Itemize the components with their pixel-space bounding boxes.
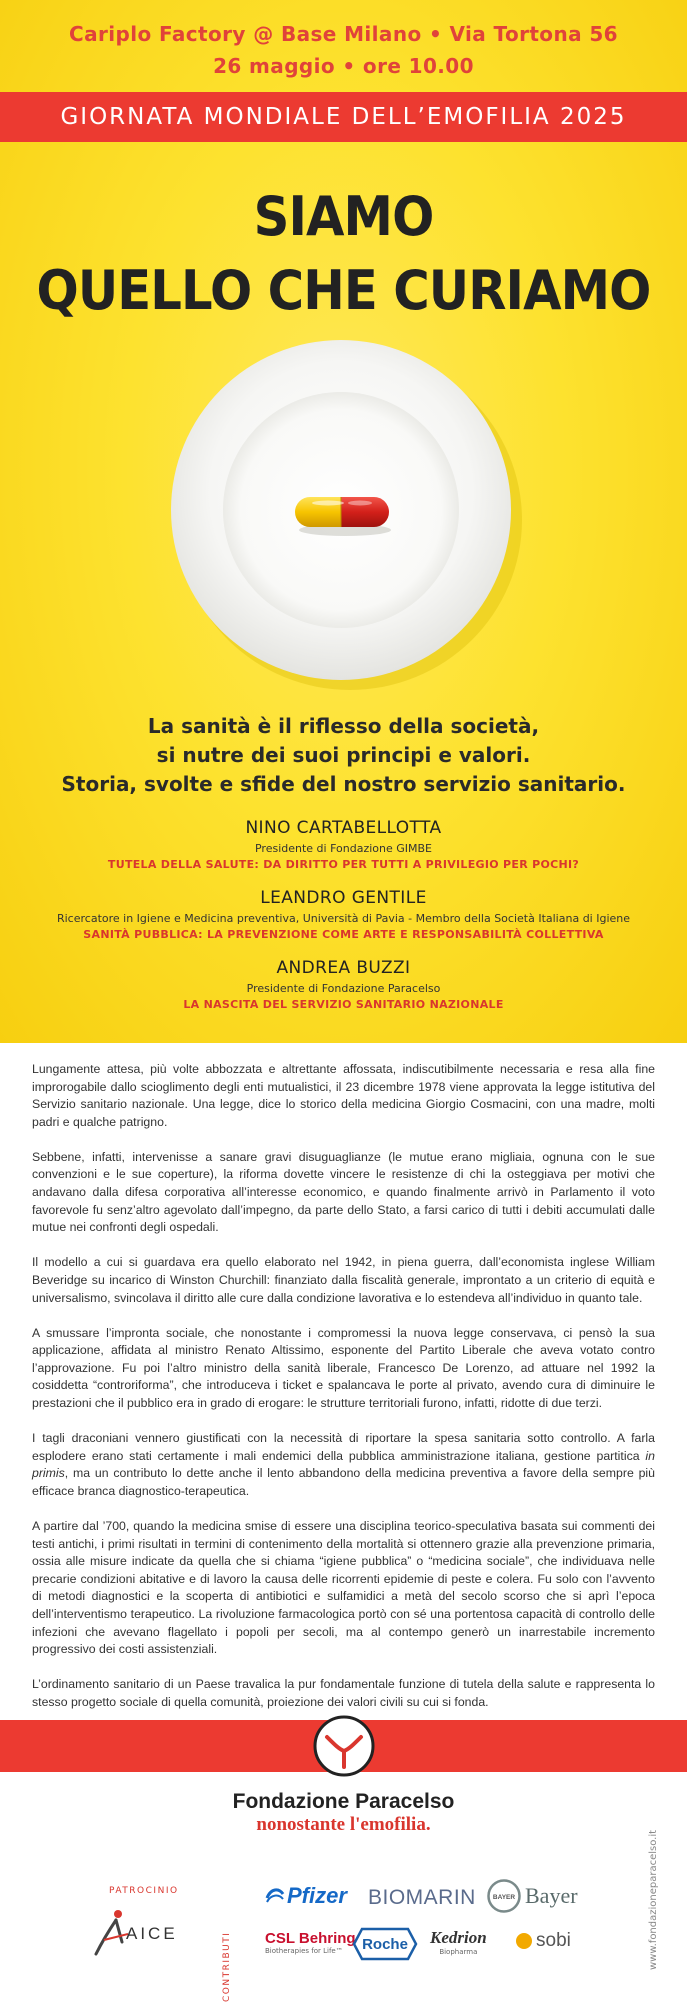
speaker-role: Presidente di Fondazione GIMBE bbox=[254, 842, 433, 855]
article-text: , ma un contributo lo dette anche il lento abbandono della medicina preventiva a favore della sempre più efficace branca diagnostico-terapeutica. bbox=[32, 1466, 655, 1498]
headline-line-2: QUELLO CHE CURIAMO bbox=[36, 259, 651, 322]
plate-with-capsule-image bbox=[0, 330, 687, 690]
headline-line-1: SIAMO bbox=[253, 185, 434, 248]
speaker-block bbox=[0, 817, 687, 873]
kedrion-text: Kedrion bbox=[430, 1928, 487, 1947]
speaker-block bbox=[0, 957, 687, 1013]
article-paragraph: Il modello a cui si guardava era quello elaborato nel 1942, in piena guerra, dall’economista inglese William Beveridge su incarico di Winston Churchill: finanziato dalla fiscalità generale, improntato a un criterio di equità e universalismo, svincolava il diritto alle cure dalla condizione lavorativa e lo estendeva all’individuo in quanto tale. bbox=[32, 1255, 655, 1305]
speaker-name: NINO CARTABELLOTTA bbox=[245, 818, 442, 838]
sobi-logo bbox=[515, 1930, 571, 1952]
sobi-dot-icon bbox=[515, 1932, 533, 1950]
aice-logo-text: AICE bbox=[126, 1924, 178, 1943]
article-paragraph bbox=[32, 1430, 655, 1500]
speaker-block bbox=[0, 887, 687, 943]
speaker-talk-title: TUTELA DELLA SALUTE: DA DIRITTO PER TUTTI A PRIVILEGIO PER POCHI? bbox=[107, 858, 580, 871]
event-banner-text: GIORNATA MONDIALE DELL’EMOFILIA 2025 bbox=[60, 104, 627, 130]
patrocinio-label: PATROCINIO bbox=[109, 1886, 179, 1896]
org-motto: nonostante l'emofilia. bbox=[256, 1814, 431, 1835]
event-banner bbox=[0, 92, 687, 142]
paracelso-logo-icon bbox=[313, 1715, 375, 1777]
speaker-talk-title: LA NASCITA DEL SERVIZIO SANITARIO NAZIONALE bbox=[183, 998, 504, 1011]
article-paragraph: A smussare l’impronta sociale, che nonostante i compromessi la nuova legge conservava, ci pensò la sua applicazione, affidata al ministro Renato Altissimo, esponente del Partito Liberale che aveva votato contro l’approvazione. Fu poi l’altro ministro della sanità liberale, Francesco De Lorenzo, ad attuare nel 1992 la cosiddetta “controriforma”, che introduceva i ticket e spalancava le porte al privato, avendo cura di diminuire le prestazioni che il pubblico era in grado di erogare: le strutture territoriali furono, infatti, ridotte di due terzi. bbox=[32, 1325, 655, 1410]
pfizer-logo bbox=[265, 1883, 347, 1909]
tagline-line-3: Storia, svolte e sfide del nostro servizio sanitario. bbox=[61, 772, 626, 796]
article-text: I tagli draconiani vennero giustificati con la necessità di riportare la spesa sanitaria sotto controllo. A farla esplodere erano stati certamente i mali endemici della pubblica amministrazione italiana, gestione partitica bbox=[32, 1431, 655, 1463]
speaker-role: Ricercatore in Igiene e Medicina preventiva, Università di Pavia - Membro della Società Italiana di Igiene bbox=[56, 912, 631, 925]
event-venue-block bbox=[0, 18, 687, 82]
csl-behring-logo bbox=[265, 1930, 356, 1955]
article-emphasis: in primis bbox=[32, 1448, 655, 1481]
org-block bbox=[0, 1790, 687, 1836]
tagline-line-2: si nutre dei suoi principi e valori. bbox=[156, 743, 531, 767]
pfizer-text: Pfizer bbox=[287, 1883, 347, 1908]
article-paragraph: A partire dal ’700, quando la medicina smise di essere una disciplina teorico-speculativa basata sui commenti dei testi antichi, i primi risultati in termini di contenimento della mortalità si ottennero grazie alla prevenzione primaria, ossia alle misure indicate da quella che si chiama “igiene pubblica” o “medicina sociale”, che individuava nelle precarie condizioni abitative e di lavoro la causa delle ricorrenti epidemie di peste e colera. Fu solo con l’avvento di metodi diagnostici e la scoperta di antibiotici e sulfamidici a metà del secolo scorso che si aprì l’epoca dell’interventismo terapeutico. La rivoluzione farmacologica portò con sé una portentosa capacità di controllo delle infezioni che avevano flagellato i popoli per secoli, ma al contempo generò un inarrestabile incremento progressivo dei costi assistenziali. bbox=[32, 1518, 655, 1657]
biomarin-text: BIOMARIN bbox=[368, 1886, 476, 1909]
aice-logo bbox=[88, 1902, 188, 1962]
bayer-cross-text: BAYER bbox=[492, 1894, 516, 1901]
pfizer-mark-icon bbox=[265, 1886, 285, 1906]
kedrion-logo bbox=[430, 1928, 487, 1956]
event-venue: Cariplo Factory @ Base Milano • Via Tortona 56 bbox=[69, 22, 618, 46]
bayer-text: Bayer bbox=[525, 1883, 578, 1908]
speaker-role: Presidente di Fondazione Paracelso bbox=[246, 982, 441, 995]
org-name: Fondazione Paracelso bbox=[232, 1790, 455, 1813]
event-datetime: 26 maggio • ore 10.00 bbox=[213, 54, 474, 78]
csl-text: CSL Behring bbox=[265, 1930, 356, 1947]
csl-tagline: Biotherapies for Life™ bbox=[265, 1947, 343, 1955]
page-title bbox=[27, 180, 659, 328]
sobi-text: sobi bbox=[536, 1930, 571, 1951]
contributi-label: CONTRIBUTI bbox=[222, 1931, 232, 2002]
website-url[interactable]: www.fondazioneparacelso.it bbox=[648, 1829, 659, 1971]
biomarin-logo bbox=[368, 1886, 476, 1910]
roche-text: Roche bbox=[362, 1936, 408, 1953]
article-paragraph: Lungamente attesa, più volte abbozzata e altrettante affossata, indiscutibilmente necessaria e resa alla fine improrogabile dallo scioglimento degli enti mutualistici, il 23 dicembre 1978 viene approvata la legge istitutiva del Servizio sanitario nazionale. Una legge, dice lo storico della medicina Giorgio Cosmacini, con una madre, molti padri e qualche patrigno. bbox=[32, 1062, 655, 1129]
tagline-line-1: La sanità è il riflesso della società, bbox=[147, 714, 540, 738]
article-paragraph: Sebbene, infatti, intervenisse a sanare gravi disuguaglianze (le mutue erano migliaia, ognuna con le sue convenzioni e le sue coperture), la riforma dovette vincere le resistenze di chi la osteggiava per motivi che andavano dalla difesa corporativa all’interesse economico, e quando finalmente arrivò in Parlamento il voto favorevole fu senz’altro agevolato dall’impegno, da parte dello Stato, a farsi carico di tutti i debiti accumulati dalle mutue nei confronti degli ospedali. bbox=[32, 1149, 655, 1235]
event-tagline bbox=[0, 712, 687, 799]
plate-illustration bbox=[0, 330, 687, 690]
roche-logo bbox=[352, 1927, 418, 1961]
bayer-logo bbox=[487, 1879, 578, 1913]
roche-hexagon-icon bbox=[352, 1927, 418, 1961]
article-paragraph: L’ordinamento sanitario di un Paese travalica la pur fondamentale funzione di tutela della salute e rappresenta lo stesso progetto sociale di quella comunità, proiezione dei valori civili su cui si fonda. bbox=[32, 1677, 655, 1709]
speaker-name: LEANDRO GENTILE bbox=[260, 888, 427, 908]
article-body bbox=[32, 1061, 655, 1729]
speaker-talk-title: SANITÀ PUBBLICA: LA PREVENZIONE COME ARTE E RESPONSABILITÀ COLLETTIVA bbox=[83, 928, 604, 941]
speaker-name: ANDREA BUZZI bbox=[276, 958, 411, 978]
kedrion-tagline: Biopharma bbox=[439, 1948, 478, 1956]
bayer-cross-icon bbox=[487, 1879, 521, 1913]
